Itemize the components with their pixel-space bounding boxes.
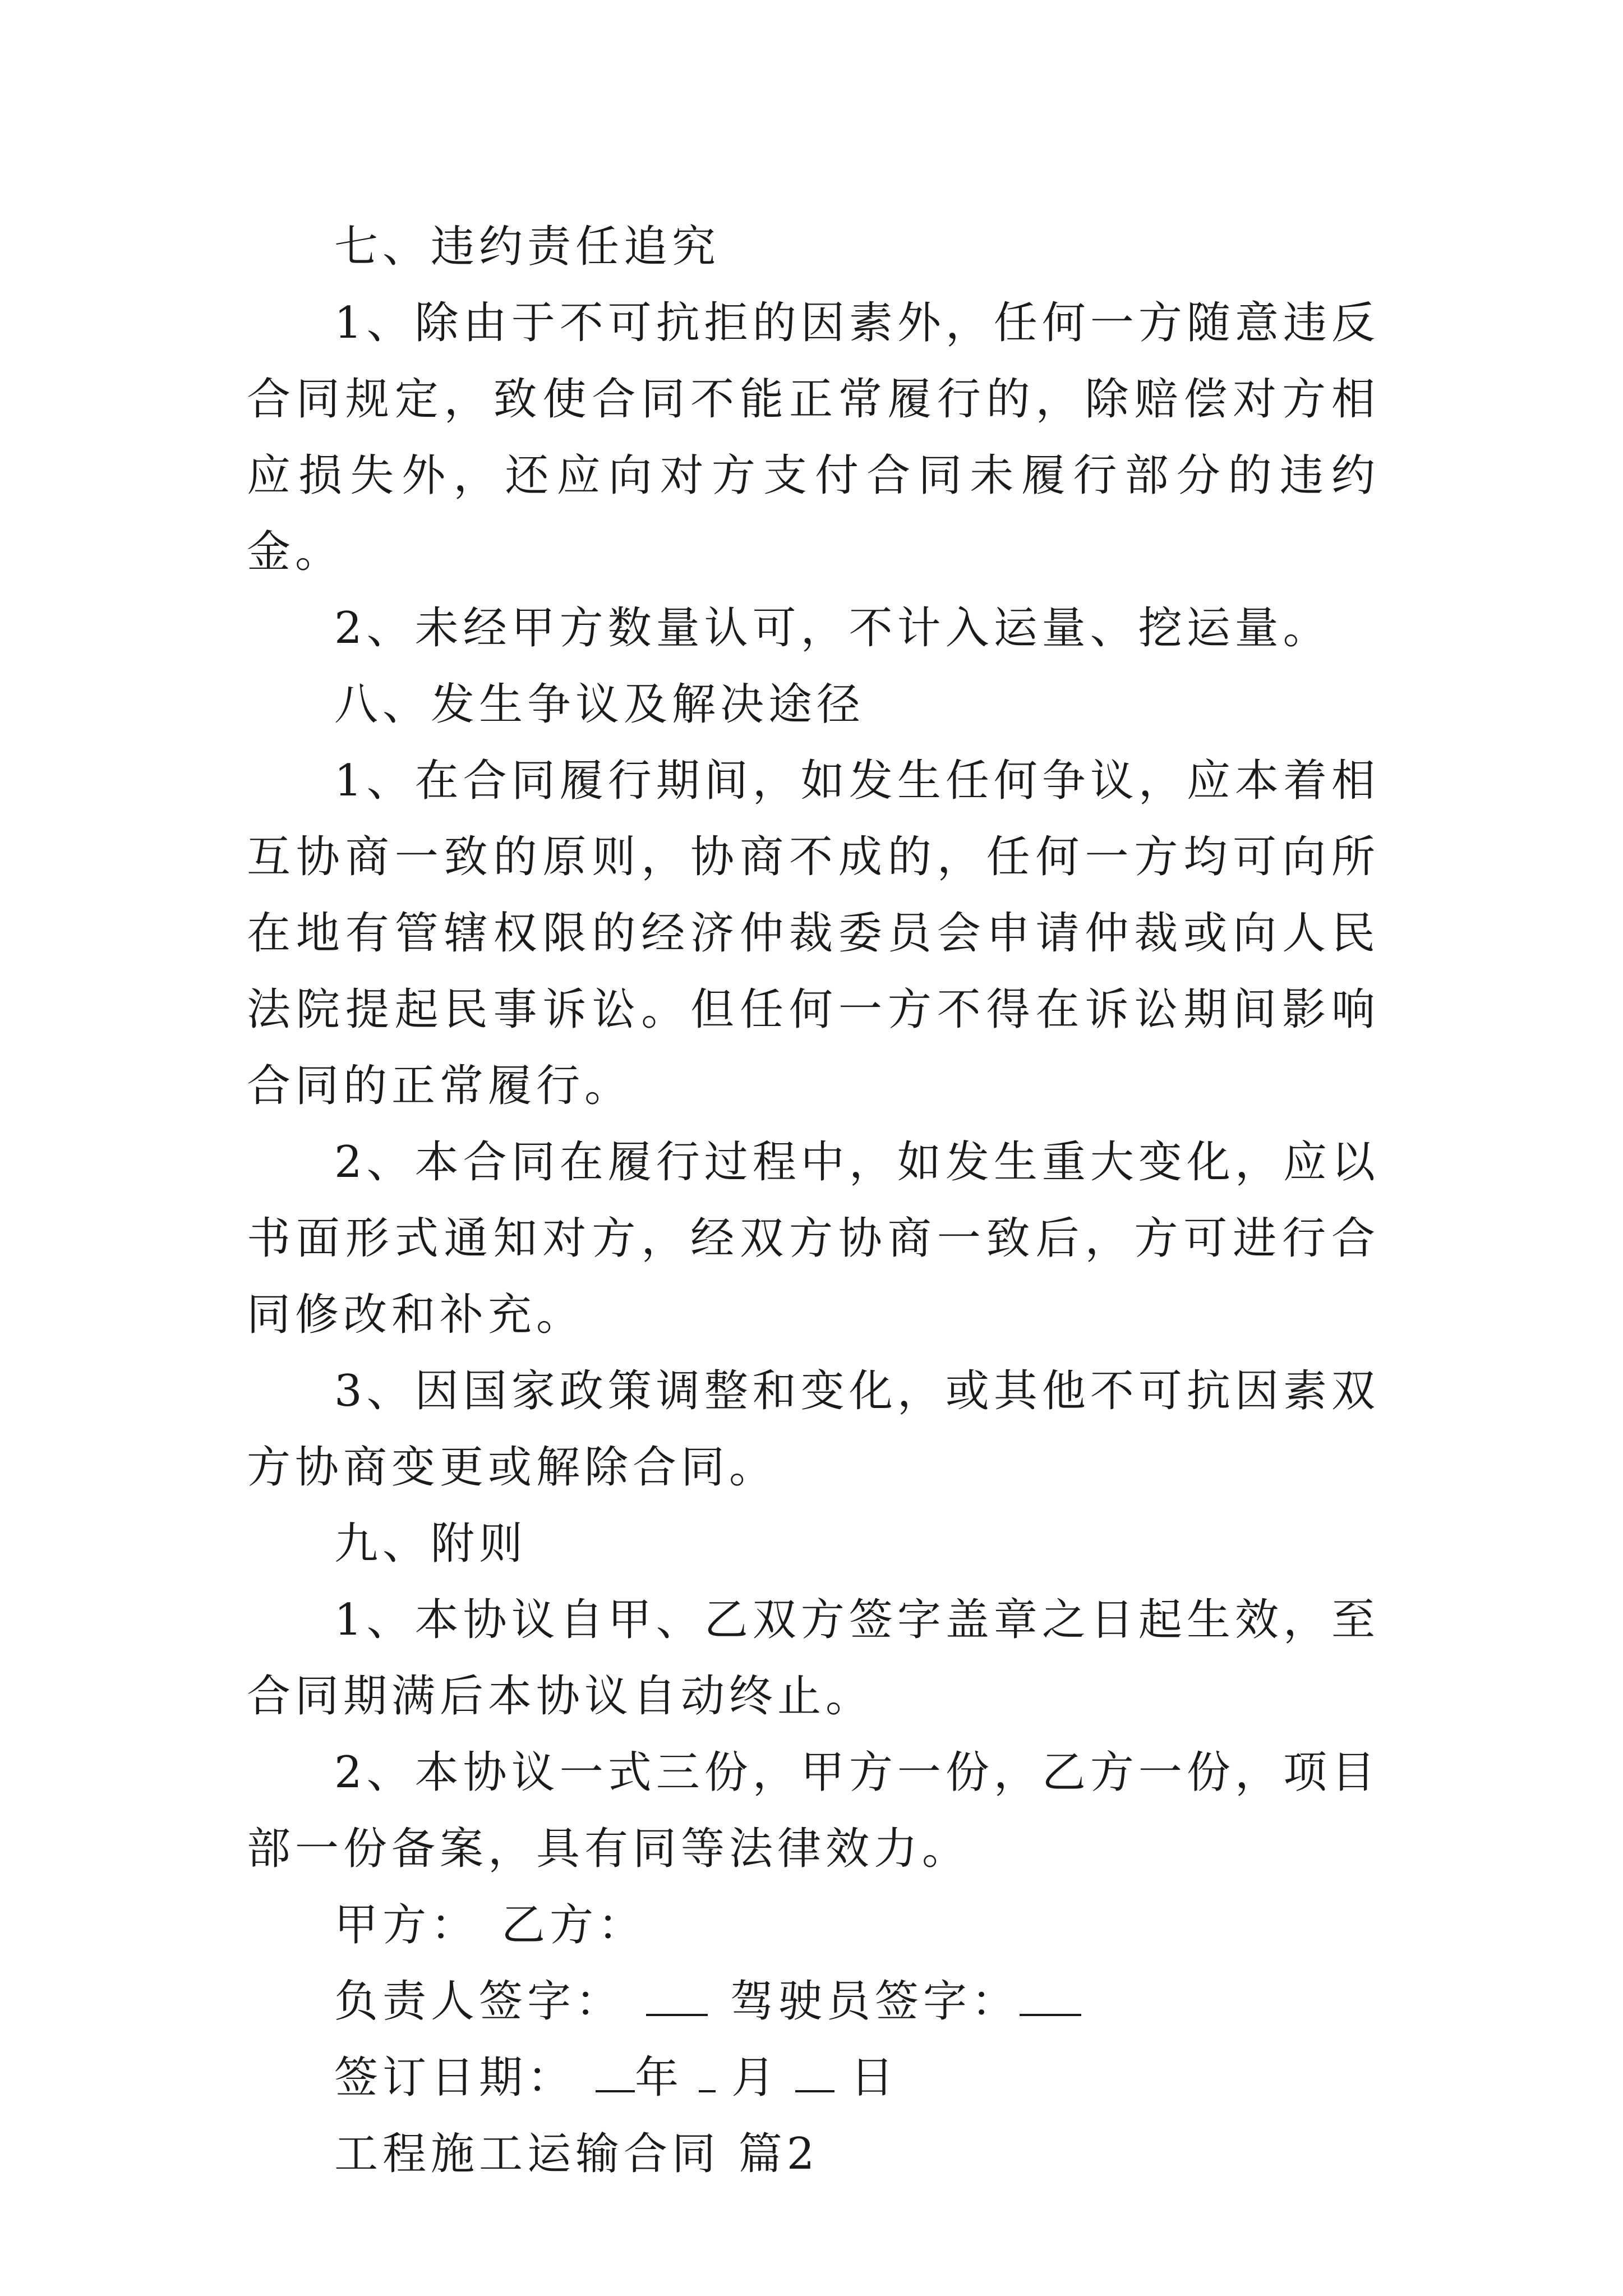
paragraph-8-1: 1、在合同履行期间，如发生任何争议，应本着相互协商一致的原则，协商不成的，任何一方均可向所在地有管辖权限的经济仲裁委员会申请仲裁或向人民法院提起民事诉讼。但任何一方不得在诉讼期间影响合同的正常履行。	[247, 756, 1380, 1111]
paragraph-8-3: 3、因国家政策调整和变化，或其他不可抗因素双方协商变更或解除合同。	[247, 1366, 1380, 1493]
next-section-title: 工程施工运输合同 篇2	[334, 2129, 819, 2179]
section-heading-9: 九、附则	[334, 1519, 528, 1569]
paragraph-9-1: 1、本协议自甲、乙双方签字盖章之日起生效，至合同期满后本协议自动终止。	[247, 1595, 1380, 1722]
driver-sign-label: 驾驶员签字：	[730, 1976, 1020, 2027]
section-heading-8: 八、发生争议及解决途径	[334, 679, 865, 730]
year-blank	[596, 2051, 635, 2092]
section-heading-7: 七、违约责任追究	[334, 222, 721, 272]
paragraph-8-2: 2、本合同在履行过程中，如发生重大变化，应以书面形式通知对方，经双方协商一致后，方可进行合同修改和补充。	[247, 1137, 1380, 1340]
year-label: 年	[635, 2053, 684, 2103]
paragraph-9-2: 2、本协议一式三份，甲方一份，乙方一份，项目部一份备案，具有同等法律效力。	[247, 1747, 1380, 1874]
month-label: 月	[731, 2053, 780, 2103]
date-label: 签订日期：	[334, 2053, 576, 2103]
driver-sign-blank	[1020, 1975, 1081, 2016]
party-a-label: 甲方：	[334, 1900, 479, 1950]
signature-line	[247, 1963, 1380, 2040]
month-blank	[699, 2051, 716, 2092]
party-b-label: 乙方：	[501, 1900, 647, 1950]
party-line	[247, 1887, 1380, 1963]
day-label: 日	[850, 2053, 899, 2103]
date-line	[247, 2040, 1380, 2116]
paragraph-7-2: 2、未经甲方数量认可，不计入运量、挖运量。	[334, 603, 1331, 654]
document-body	[247, 209, 1380, 2192]
paragraph-7-1: 1、除由于不可抗拒的因素外，任何一方随意违反合同规定，致使合同不能正常履行的，除赔偿对方相应损失外，还应向对方支付合同未履行部分的违约金。	[247, 298, 1380, 577]
manager-sign-blank	[646, 1975, 708, 2016]
day-blank	[795, 2051, 834, 2092]
manager-sign-label: 负责人签字：	[334, 1976, 624, 2027]
